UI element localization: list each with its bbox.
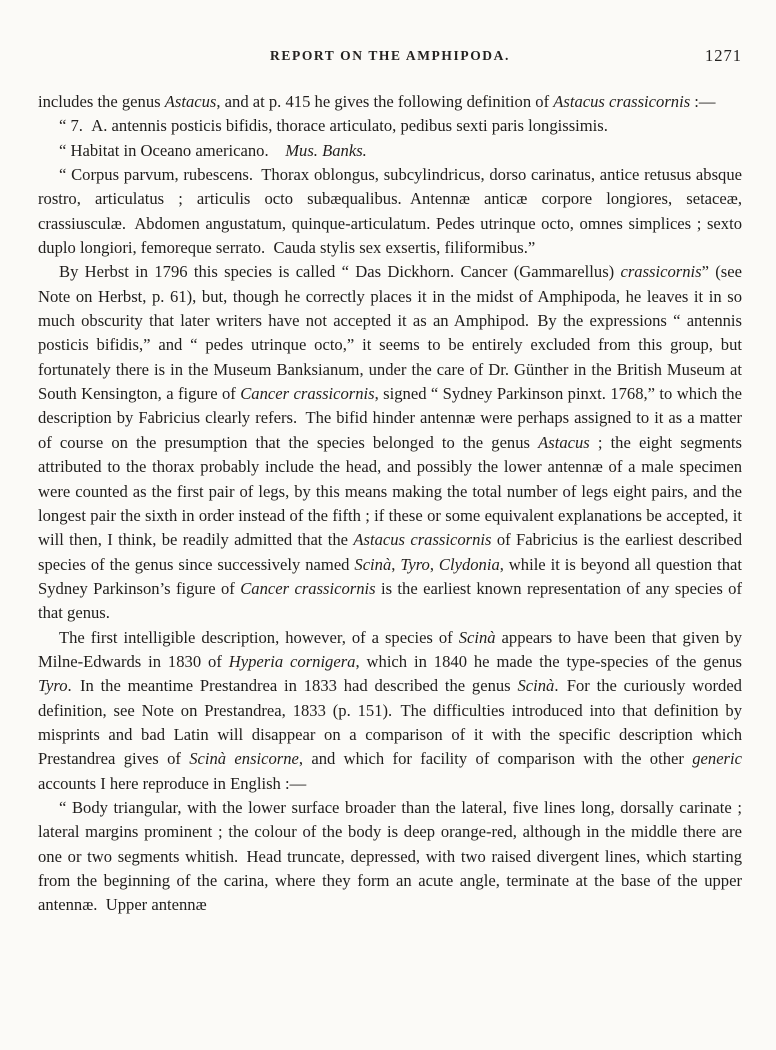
italic-text-run: Astacus [164,92,217,111]
italic-text-run: Tyro [38,676,68,696]
paragraph [38,114,742,138]
text-run: , [429,554,439,574]
italic-text-run: Hyperia cornigera [228,651,356,671]
italic-text-run: Scinà [458,627,496,647]
italic-text-run: Astacus crassicornis [353,530,492,550]
text-run: “ Habitat in Oceano americano. [59,140,286,160]
italic-text-run: Scinà [354,554,392,574]
paragraph [38,260,742,625]
italic-text-run: Scinà [517,676,555,696]
text-run: , and at p. 415 he gives the following definition of [216,92,554,111]
italic-text-run: Cancer crassicornis [240,578,376,598]
text-run: , signed “ Sydney Parkinson pinxt. 1768,” to which the description by Fabricius clearly refers. The bifid hinder antennæ were perhaps assigned to it as a matter of course on the presumption that the species belonged to the genus [38,384,742,452]
paragraph [38,163,742,260]
text-run: “ Body triangular, with the lower surface broader than the lateral, five lines long, dorsally carinate ; lateral margins prominent ; the colour of the body is deep orange-red, although in the middle there are one or two segments whitish. Head truncate, depressed, with two raised divergent lines, which starting from the beginning of the carina, where they form an acute angle, terminate at the base of the upper antennæ. Upper antennæ [38,797,742,915]
text-run: ; the eight segments attributed to the thorax probably include the head, and possibly the lower antennæ of a male specimen were counted as the first pair of legs, by this means making the total number of legs eight pairs, and the longest pair the sixth in order instead of the fifth ; if these or some equivalent explanations be accepted, it will then, I think, be readily admitted that the [38,432,743,550]
text-run: ” (see Note on Herbst, p. 61), but, though he correctly places it in the midst of Amphipoda, he leaves it in so much obscurity that later writers have not accepted it as an Amphipod. By the expressions “ antennis posticis bifidis,” and “ pedes utrinque octo,” it seems to be entirely excluded from this group, but fortunately there is in the Museum Banksianum, under the care of Dr. Günther in the British Museum at South Kensington, a figure of [38,262,742,404]
italic-text-run: Clydonia [438,554,500,574]
running-title: REPORT ON THE AMPHIPODA. [270,48,510,63]
text-run: , while it is beyond all question that Sydney Parkinson’s figure of [38,554,742,598]
text-run: The first intelligible description, however, of a species of [59,627,459,647]
italic-text-run: Cancer crassicornis [240,384,375,404]
text-run: is the earliest known representation of any species of that genus. [38,578,742,623]
text-run: “ 7. A. antennis posticis bifidis, thorace articulato, pedibus sexti paris longissimis. [59,116,608,136]
text-run: , [391,554,401,574]
italic-text-run: Scinà ensicorne [189,749,299,769]
paragraph [38,796,742,918]
text-run: By Herbst in 1796 this species is called “ Das Dickhorn. Cancer (Gammarellus) [59,262,621,282]
text-run: accounts I here reproduce in English :— [38,773,307,793]
page-body [38,90,742,918]
paragraph [38,139,742,163]
text-run: “ Corpus parvum, rubescens. Thorax oblongus, subcylindricus, dorso carinatus, antice retusus absque rostro, articulatus ; articulis octo subæqualibus. Antennæ anticæ corpore longiores, setaceæ, crassiusculæ. Abdomen angustatum, quinque-articulatum. Pedes utrinque octo, omnes simplices ; sexto duplo longiori, femoreque serrato. Cauda stylis sex exsertis, filiformibus.” [38,165,742,258]
italic-text-run: Tyro [400,554,430,574]
italic-text-run: crassicornis [620,262,702,282]
italic-text-run: generic [692,749,742,769]
paragraph [38,626,742,796]
text-run: , and which for facility of comparison with the other [298,749,693,769]
paragraph [38,90,742,114]
text-run: :— [690,92,716,111]
page-number: 1271 [705,46,742,65]
text-run: appears to have been that given by Milne-Edwards in 1830 of [38,627,743,671]
text-run: , which in 1840 he made the type-species of the genus [355,651,742,671]
text-run: of Fabricius is the earliest described species of the genus since successively named [38,530,742,574]
italic-text-run: Mus. Banks. [285,140,367,160]
italic-text-run: Astacus [538,432,590,452]
text-run: . In the meantime Prestandrea in 1833 had described the genus [67,676,518,696]
page-header [38,46,742,66]
italic-text-run: Astacus crassicornis [553,92,691,111]
text-run: . For the curiously worded definition, see Note on Prestandrea, 1833 (p. 151). The difficulties introduced into that definition by misprints and bad Latin will disappear on a comparison of it with the specific description which Prestandrea gives of [38,676,742,769]
text-run: includes the genus [38,92,165,111]
